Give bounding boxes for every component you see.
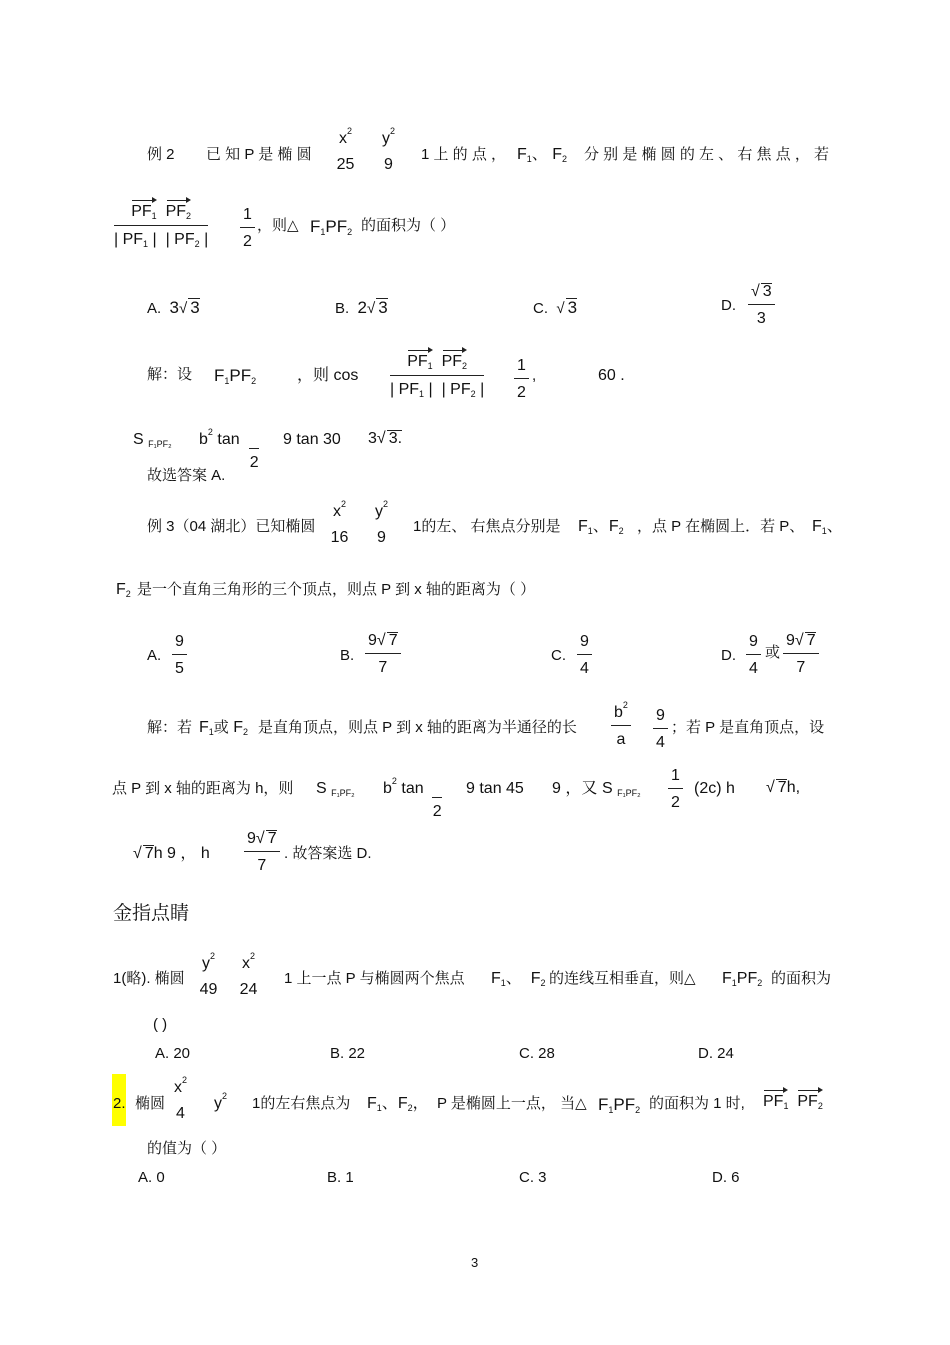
ex2-triangle-f1pf2: $F_1PF_2$ <box>310 217 353 237</box>
q2-option-d: D. 6 <box>712 1169 740 1186</box>
ex3-solution-tan-frac: 2 <box>432 777 442 820</box>
q1-foci: $F_1$、 $F_2$ <box>491 970 546 988</box>
ex3-solution-sqrt7h: √ 7h, <box>766 779 801 796</box>
ex3-solution-b2tan: $b^2$ tan <box>383 776 424 797</box>
q2-triangle: $F_1PF_2$ <box>598 1095 641 1115</box>
ex2-solution-angle: $F_1PF_2$ <box>214 366 257 386</box>
q2-option-c: C. 3 <box>519 1169 547 1186</box>
q2-area-text: 的面积为 1 时, <box>649 1095 745 1112</box>
ex2-rest: 分 别 是 椭 圆 的 左 、 右 焦 点 ， 若 <box>584 146 830 163</box>
q2-y2: $y^2$ <box>214 1091 228 1112</box>
q1-option-d: D. 24 <box>698 1045 734 1062</box>
q1-mid: 1 上一点 P 与椭圆两个焦点 <box>284 970 465 987</box>
q2-vectors: $PF_1$ $PF_2$ <box>763 1090 823 1111</box>
ex3-solution-2c-h: (2c) h <box>694 780 735 797</box>
ex2-area-result: 3√ 3. <box>368 430 403 447</box>
q2-mid: 1的左右焦点为 <box>252 1095 351 1112</box>
ex2-solution-label: 解：设 <box>147 366 193 383</box>
q1-option-c: C. 28 <box>519 1045 555 1062</box>
ex2-area-b2: $b^2$ tan <box>199 427 240 448</box>
section-heading: 金指点睛 <box>113 903 190 924</box>
ex2-area-mid: 9 tan 30 <box>283 431 341 448</box>
ex2-solution-cos-fraction: $PF_1$ $PF_2$ | $PF_1$ | | $PF_2$ | <box>390 350 484 399</box>
ex2-option-b: B. 2√ 3 <box>335 298 388 317</box>
ex2-half: 1 2 <box>240 207 255 250</box>
ex2-after: 1 上 的 点 ， <box>421 146 507 163</box>
q2-option-b: B. 1 <box>327 1169 354 1186</box>
q2-p-text: P 是椭圆上一点， 当△ <box>437 1095 587 1112</box>
ex2-option-a: A. 3√ 3 <box>147 298 200 317</box>
ex3-option-d-frac1: 9 4 <box>746 634 761 677</box>
ex3-solution-mid: 9 tan 45 <box>466 780 524 797</box>
ex2-cos-fraction: $PF_1$ $PF_2$ | $PF_1$ | | $PF_2$ | <box>114 200 208 249</box>
q1-option-b: B. 22 <box>330 1045 366 1062</box>
ex2-solution-half: 1 2 <box>514 358 529 401</box>
ex3-after: 1的左、 右焦点分别是 <box>413 518 561 535</box>
ex2-option-d-frac: √ 3 3 <box>748 283 775 327</box>
ex3-f2-start: $F_2$ <box>116 581 131 599</box>
q2-label: 椭圆 <box>135 1095 166 1112</box>
ex2-frac-y2-9: $y^2$ 9 <box>382 126 396 173</box>
ex2-label: 例 2 <box>147 146 175 163</box>
ex3-solution-nine-fourths: 9 4 <box>653 708 668 751</box>
ex3-frac-y2-9: $y^2$ 9 <box>375 499 389 546</box>
ex3-solution-s2: S $_{F_1PF_2}$ <box>602 780 641 798</box>
q2-line2: 的值为（ ） <box>147 1140 227 1157</box>
q1-area: 的面积为 <box>771 970 832 987</box>
ex3-solution-b2-over-a: $b^2$ a <box>611 705 631 748</box>
ex3-option-a-label: A. <box>147 647 162 664</box>
q2-number: 2. <box>113 1095 126 1112</box>
ex3-f1-end: $F_1$、 <box>812 518 843 536</box>
ex2-intro: 已 知 P 是 椭 圆 <box>206 146 312 163</box>
ex2-solution-comma: , <box>532 367 537 384</box>
ex3-foci: $F_1$、$F_2$ <box>578 518 624 536</box>
ex3-line2: 是一个直角三角形的三个顶点，则点 P 到 x 轴的距离为（ ） <box>137 581 536 598</box>
ex3-solution-label: 解：若 <box>147 719 193 736</box>
q2-frac-x2-4: $x^2$ 4 <box>174 1075 188 1122</box>
ex3-label: 例 3（04 湖北）已知椭圆 <box>147 518 316 535</box>
ex3-solution-line2: 点 P 到 x 轴的距离为 h，则 <box>112 780 294 797</box>
q1-triangle: $F_1PF_2$ <box>722 970 763 988</box>
ex2-area-formula: S $_{F_1PF_2}$ <box>133 431 172 449</box>
ex3-solution-next: ；若 P 是直角顶点，设 <box>671 719 825 736</box>
ex2-area-text: 的面积为（ ） <box>361 217 456 234</box>
ex3-solution-foci: $F_1$或 $F_2$ <box>199 719 249 737</box>
ex2-solution-sixty: 60 . <box>598 367 625 384</box>
ex3-frac-x2-16: $x^2$ 16 <box>330 499 349 546</box>
ex2-answer: 故选答案 A. <box>147 467 226 484</box>
ex3-solution-nine-comma: 9 ，又 <box>552 780 598 797</box>
q1-frac-x2-24: $x^2$ 24 <box>239 951 258 998</box>
q1-option-a: A. 20 <box>155 1045 191 1062</box>
ex3-option-d-label: D. <box>721 647 736 664</box>
ex2-option-c: C. √ 3 <box>533 298 578 317</box>
ex3-option-c-frac: 9 4 <box>577 634 592 677</box>
ex2-solution-then-cos: ，则 cos <box>297 367 359 384</box>
ex3-solution-final-frac: 9√ 7 7 <box>244 830 280 874</box>
q1-label: 1(略). 椭圆 <box>113 970 185 987</box>
ex2-then: ，则△ <box>257 217 299 234</box>
ex3-solution-line3: √ 7h 9 ， h <box>133 845 210 862</box>
q2-foci: $F_1$、$F_2$， <box>367 1095 429 1113</box>
ex3-option-c-label: C. <box>551 647 566 664</box>
ex3-solution-answer: . 故答案选 D. <box>284 845 372 862</box>
ex3-solution-half: 1 2 <box>668 768 683 811</box>
ex2-frac-x2-25: $x^2$ 25 <box>336 126 355 173</box>
ex3-option-a-frac: 9 5 <box>172 634 187 677</box>
ex3-option-b-frac: 9√ 7 7 <box>365 632 401 676</box>
q2-option-a: A. 0 <box>138 1169 165 1186</box>
q1-frac-y2-49: $y^2$ 49 <box>199 951 218 998</box>
ex3-option-d-frac2: 9√ 7 7 <box>783 632 819 676</box>
ex2-area-tan-frac: 2 <box>249 428 259 471</box>
ex3-solution-right-vertex: 是直角顶点，则点 P 到 x 轴的距离为半通径的长 <box>258 719 577 736</box>
page-number: 3 <box>471 1255 479 1270</box>
ex3-option-d-or: 或 <box>765 644 781 661</box>
ex3-solution-s1: S $_{F_1PF_2}$ <box>316 780 355 798</box>
ex3-option-b-label: B. <box>340 647 355 664</box>
q1-paren: ( ) <box>153 1016 168 1033</box>
ex2-option-d-label: D. <box>721 297 736 314</box>
q1-rest: 的连线互相垂直，则△ <box>549 970 696 987</box>
ex3-comma-point: ，点 P 在椭圆上．若 P、 <box>637 518 805 535</box>
ex2-foci: $F_1$、 $F_2$ <box>517 146 568 164</box>
